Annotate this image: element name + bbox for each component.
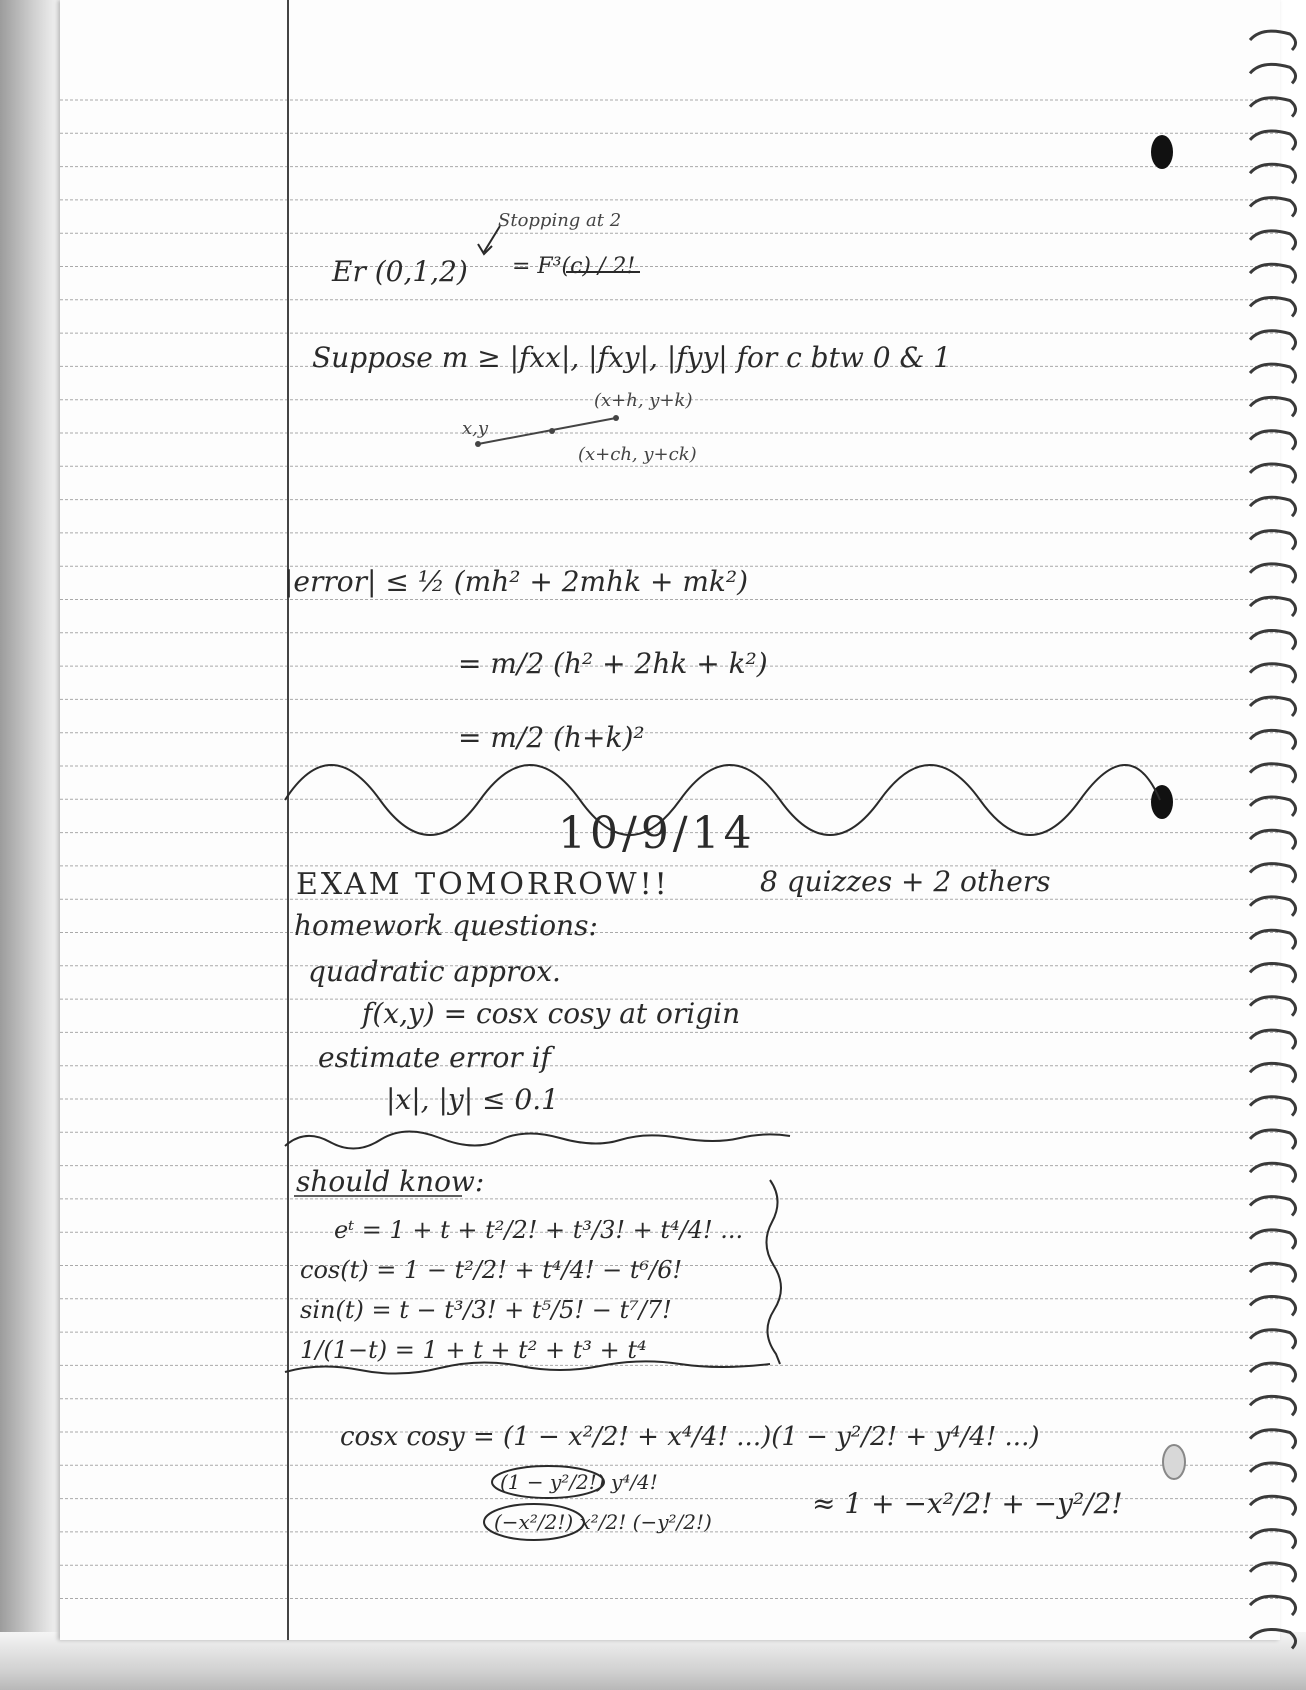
homework-heading: homework questions: xyxy=(294,909,598,942)
exam-announcement: EXAM TOMORROW!! xyxy=(296,867,670,902)
homework-quadratic: quadratic approx. xyxy=(308,955,561,988)
expansion-line-3: (−x²/2!) x²/2! (−y²/2!) xyxy=(494,1510,712,1534)
point-start-label: x,y xyxy=(462,418,489,439)
series-geometric: 1/(1−t) = 1 + t + t² + t³ + t⁴ xyxy=(300,1336,647,1364)
series-exp: eᵗ = 1 + t + t²/2! + t³/3! + t⁴/4! ... xyxy=(334,1216,744,1244)
error-bound-line-3: = m/2 (h+k)² xyxy=(458,721,645,754)
point-top-label: (x+h, y+k) xyxy=(594,390,693,411)
expansion-line-2: (1 − y²/2!) y⁴/4! xyxy=(500,1470,658,1494)
point-mid-label: (x+ch, y+ck) xyxy=(578,444,697,465)
expansion-approx: ≈ 1 + −x²/2! + −y²/2! xyxy=(812,1487,1123,1520)
should-know-heading: should know: xyxy=(296,1165,485,1198)
series-sin: sin(t) = t − t³/3! + t⁵/5! − t⁷/7! xyxy=(300,1296,672,1324)
error-bound-line-1: |error| ≤ ½ (mh² + 2mhk + mk²) xyxy=(284,565,749,598)
series-cos: cos(t) = 1 − t²/2! + t⁴/4! − t⁶/6! xyxy=(300,1256,683,1284)
homework-function: f(x,y) = cosx cosy at origin xyxy=(362,997,741,1030)
stopping-note: Stopping at 2 xyxy=(498,210,622,231)
exam-scope: 8 quizzes + 2 others xyxy=(760,865,1051,898)
homework-estimate: estimate error if xyxy=(318,1041,551,1074)
error-bound-line-2: = m/2 (h² + 2hk + k²) xyxy=(458,647,768,680)
expansion-line-1: cosx cosy = (1 − x²/2! + x⁴/4! ...)(1 − y²/2! + y⁴/4! ...) xyxy=(340,1422,1040,1452)
suppose-line: Suppose m ≥ |fxx|, |fxy|, |fyy| for c btw 0 & 1 xyxy=(312,341,952,374)
date-heading: 10/9/14 xyxy=(558,808,756,859)
homework-bounds: |x|, |y| ≤ 0.1 xyxy=(386,1083,559,1116)
error-term-lhs: Er (0,1,2) xyxy=(332,255,468,288)
error-term-rhs: = F³(c) / 2! xyxy=(512,254,636,279)
